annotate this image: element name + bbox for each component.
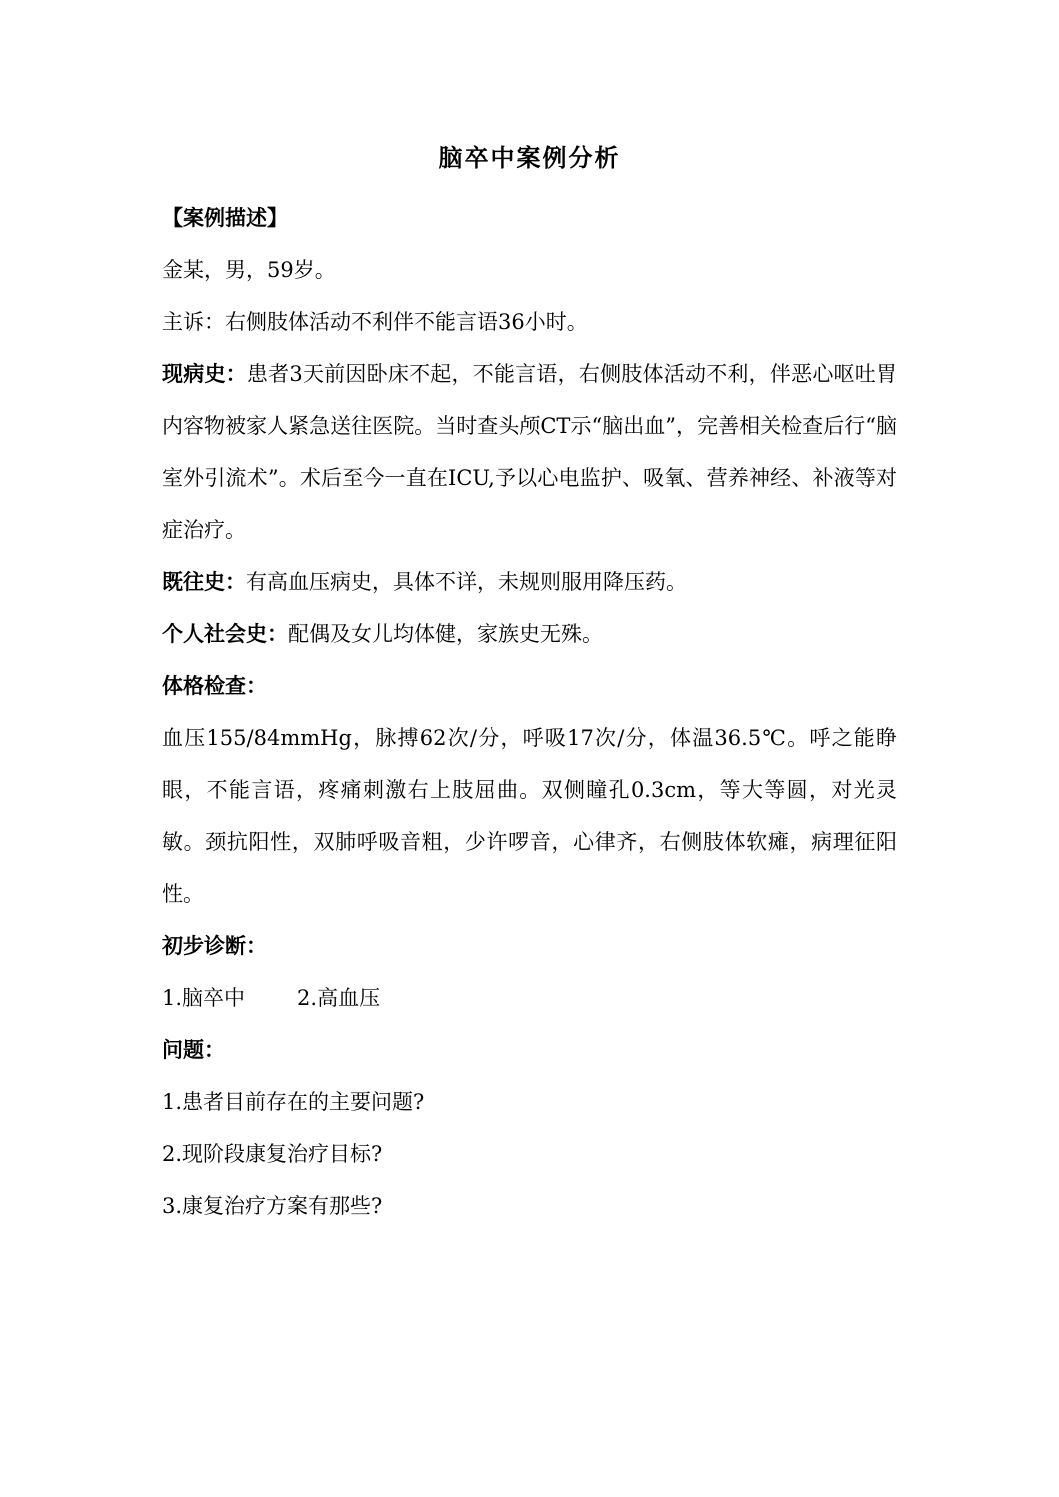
- questions-label: 问题：: [162, 1037, 225, 1062]
- present-history-text: 患者3天前因卧床不起，不能言语，右侧肢体活动不利，伴恶心呕吐胃内容物被家人紧急送往医院。当时查头颅CT示“脑出血”，完善相关检查后行“脑室外引流术”。术后至今一直在ICU,予以心电监护、吸氧、营养神经、补液等对症治疗。: [162, 362, 898, 542]
- diagnosis-item: 2.高血压: [297, 986, 381, 1010]
- social-history: [162, 608, 897, 660]
- physical-exam-text: 血压155/84mmHg，脉搏62次/分，呼吸17次/分，体温36.5℃。呼之能睁眼，不能言语，疼痛刺激右上肢屈曲。双侧瞳孔0.3cm，等大等圆，对光灵敏。颈抗阳性，双肺呼吸音粗，少许啰音，心律齐，右侧肢体软瘫，病理征阳性。: [162, 726, 897, 906]
- past-history-text: 有高血压病史，具体不详，未规则服用降压药。: [246, 570, 687, 594]
- document-body: [162, 192, 897, 1232]
- physical-exam-label: 体格检查：: [162, 673, 267, 698]
- question-item: 3.康复治疗方案有那些?: [162, 1194, 383, 1218]
- case-heading: 【案例描述】: [162, 205, 288, 230]
- chief-complaint: 主诉：右侧肢体活动不利伴不能言语36小时。: [162, 310, 588, 334]
- social-history-text: 配偶及女儿均体健，家族史无殊。: [288, 622, 603, 646]
- past-history: [162, 556, 897, 608]
- past-history-label: 既往史：: [162, 569, 246, 594]
- present-history-label: 现病史：: [162, 361, 247, 386]
- diagnosis-item: 1.脑卒中: [162, 986, 246, 1010]
- diagnosis-list: [162, 972, 897, 1024]
- diagnosis-label: 初步诊断：: [162, 933, 267, 958]
- document-title: 脑卒中案例分析: [438, 143, 621, 172]
- patient-info: 金某，男，59岁。: [162, 258, 336, 282]
- question-item: 1.患者目前存在的主要问题?: [162, 1090, 425, 1114]
- social-history-label: 个人社会史：: [162, 621, 288, 646]
- present-history: [162, 348, 897, 556]
- question-item: 2.现阶段康复治疗目标?: [162, 1142, 383, 1166]
